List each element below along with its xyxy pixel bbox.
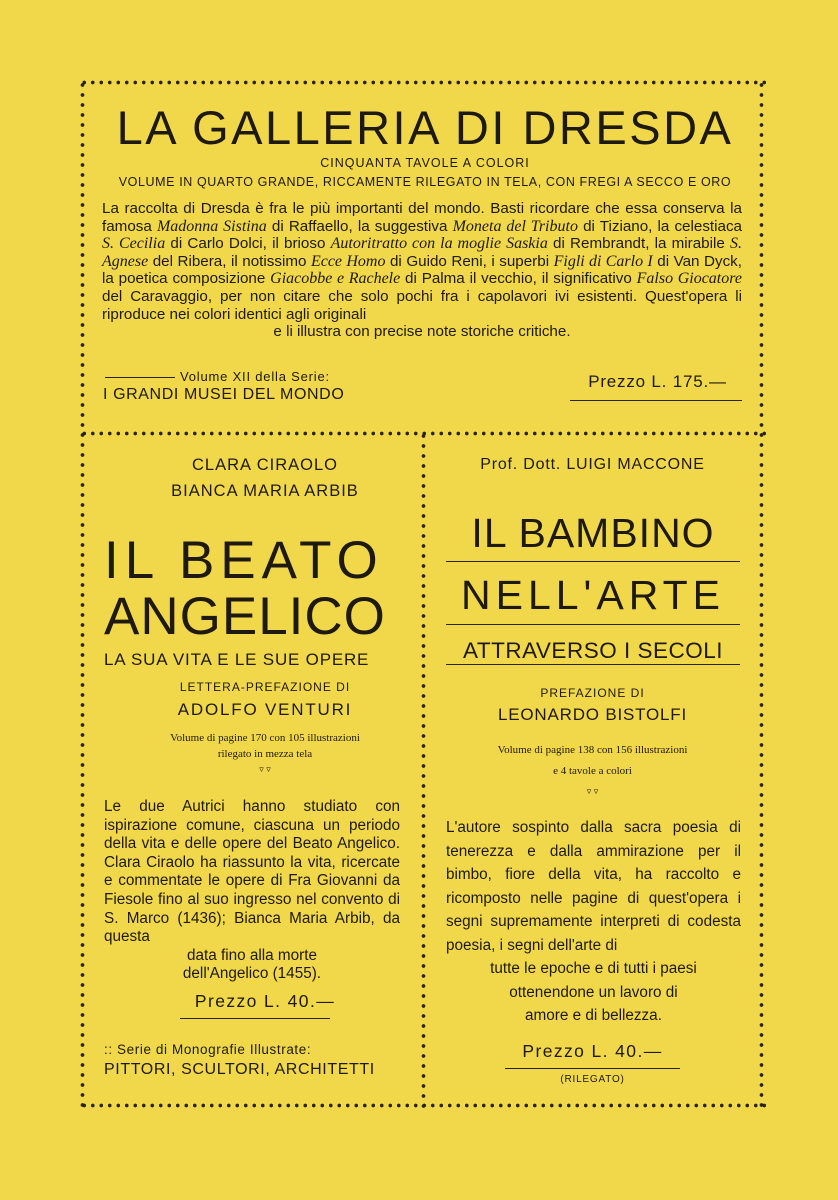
bambino-price-rule [505, 1068, 680, 1069]
angelico-preface-author: ADOLFO VENTURI [177, 700, 353, 719]
angelico-price: Prezzo L. 40.— [194, 991, 336, 1011]
bambino-subtitle: ATTRAVERSO I SECOLI [463, 638, 723, 663]
gallery-format: VOLUME IN QUARTO GRANDE, RICCAMENTE RILEGATO IN TELA, CON FREGI A SECCO E ORO [118, 175, 732, 189]
series-rule [105, 377, 175, 378]
bambino-title-line2: NELL'ARTE [461, 572, 725, 618]
gallery-description: La raccolta di Dresda è fra le più importanti del mondo. Basti ricordare che essa conserva la famosa Madonna Sistina di Raffaello, la suggestiva Moneta del Tributo di Tiziano, la celestiaca S. Cecilia di Carlo Dolci, il brioso Autoritratto con la moglie Saskia di Rembrandt, la mirabile S. Agnese del Ribera, il notissimo Ecce Homo di Guido Reni, i superbi Figli di Carlo I di Van Dyck, la poetica composizione Giacobbe e Rachele di Palma il vecchio, il significativo Falso Giocatore del Caravaggio, per non citare che solo pochi fra i capolavori ivi esistenti. Quest'opera li riproduce nei colori identici agli originali e li illustra con precise note storiche critiche. [102, 200, 743, 341]
angelico-preface-label: LETTERA-PREFAZIONE DI [179, 680, 351, 694]
angelico-description: Le due Autrici hanno studiato con ispirazione comune, ciascuna un periodo della vita e delle opere del Beato Angelico. Clara Ciraolo ha riassunto la vita, ricercate e commentate le opere di Fra Giovanni da Fiesole fino al suo ingresso nel convento di S. Marco (1436); Bianca Maria Arbib, da questa data fino alla morte dell'Angelico (1455). [104, 798, 400, 983]
left-border [80, 80, 85, 1108]
ornament: ▿ ▿ [259, 764, 271, 774]
bambino-description: L'autore sospinto dalla sacra poesia di tenerezza e dalla ammirazione per il bimbo, fiore della vita, ha raccolto e ricomposto nelle pagine di quest'opera i segni supremamente interpreti di codesta poesia, i segni dell'arte di tutte le epoche e di tutti i paesi ottenendone un lavoro di amore e di bellezza. [446, 819, 741, 1024]
gallery-price-rule [570, 400, 742, 401]
bambino-volume-info: Volume di pagine 138 con 156 illustrazioni e 4 tavole a colori [497, 744, 688, 777]
author-arbib: BIANCA MARIA ARBIB [171, 482, 359, 500]
angelico-subtitle: LA SUA VITA E LE SUE OPERE [104, 650, 370, 669]
bambino-title-line1: IL BAMBINO [471, 510, 715, 556]
gallery-price: Prezzo L. 175.— [588, 372, 727, 391]
angelico-volume-info: Volume di pagine 170 con 105 illustrazioni rilegato in mezza tela [170, 732, 360, 760]
series-volume: Volume XII della Serie: [180, 369, 330, 384]
subtitle-rule [446, 664, 740, 665]
gallery-title: LA GALLERIA DI DRESDA [116, 101, 734, 154]
author-ciraolo: CLARA CIRAOLO [192, 456, 338, 474]
bambino-binding: (RILEGATO) [560, 1074, 625, 1085]
series-name: I GRANDI MUSEI DEL MONDO [103, 386, 345, 403]
monograph-series-name: PITTORI, SCULTORI, ARCHITETTI [104, 1061, 375, 1078]
bambino-price: Prezzo L. 40.— [522, 1041, 663, 1061]
title-rule [446, 561, 740, 562]
angelico-price-rule [180, 1018, 330, 1019]
title-rule [446, 624, 740, 625]
author-maccone: Prof. Dott. LUIGI MACCONE [480, 456, 705, 473]
monograph-series-label: :: Serie di Monografie Illustrate: [104, 1042, 312, 1057]
bambino-preface-label: PREFAZIONE DI [540, 686, 645, 700]
ornament: ▿ ▿ [586, 786, 599, 796]
gallery-subtitle: CINQUANTA TAVOLE A COLORI [320, 156, 530, 170]
bambino-preface-author: LEONARDO BISTOLFI [498, 705, 687, 724]
right-border [759, 80, 764, 1108]
angelico-title-line2: ANGELICO [104, 587, 386, 646]
top-border [80, 80, 766, 85]
angelico-title-line1: IL BEATO [104, 531, 384, 590]
